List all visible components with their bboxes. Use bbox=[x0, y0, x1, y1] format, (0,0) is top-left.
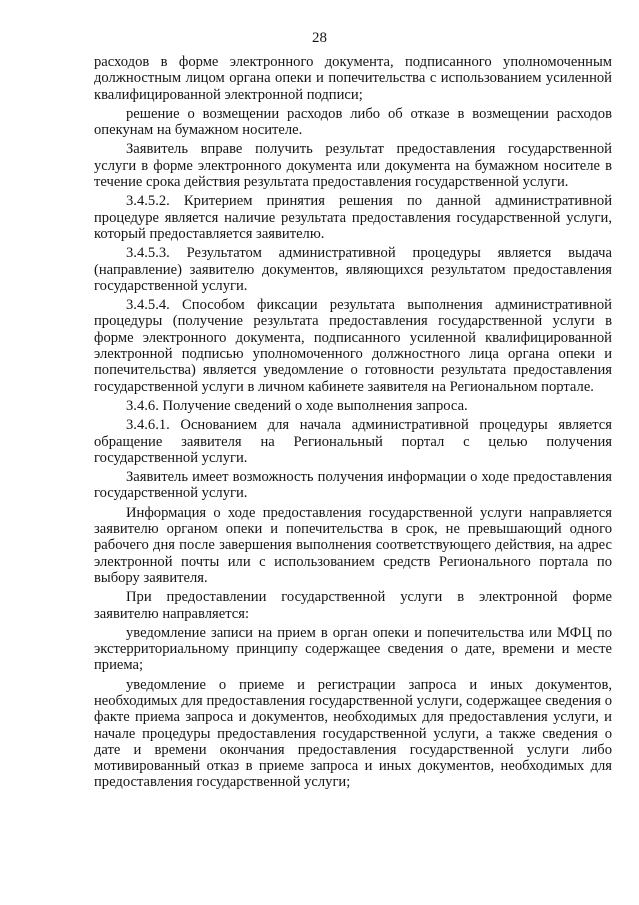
paragraph: 3.4.5.4. Способом фиксации результата выполнения административной процедуры (получение результата предоставления государственной услуги в форме электронного документа, подписанного усиленной квалифицированной электронной подписью уполномоченного должностного лица органа опеки и попечительства) является уведомление о готовности результата предоставления государственной услуги в личном кабинете заявителя на Региональном портале. bbox=[94, 297, 612, 395]
paragraph: 3.4.6.1. Основанием для начала административной процедуры является обращение заявителя на Региональный портал с целью получения государственной услуги. bbox=[94, 417, 612, 466]
paragraph: решение о возмещении расходов либо об отказе в возмещении расходов опекунам на бумажном носителе. bbox=[94, 105, 612, 139]
paragraph: уведомление записи на прием в орган опеки и попечительства или МФЦ по экстерриториальному принципу содержащее сведения о дате, времени и месте приема; bbox=[94, 624, 612, 674]
paragraph: 3.4.5.2. Критерием принятия решения по данной административной процедуре является наличие результата предоставления государственной услуги, который предоставляется заявителю. bbox=[94, 193, 612, 242]
paragraph: 3.4.6. Получение сведений о ходе выполнения запроса. bbox=[126, 397, 468, 414]
page-number: 28 bbox=[312, 30, 327, 46]
paragraph: Информация о ходе предоставления государственной услуги направляется заявителю органом опеки и попечительства в срок, не превышающий одного рабочего дня после завершения выполнения соответствующего действия, на адрес электронной почты или с использованием средств Регионального портала по выбору заявителя. bbox=[94, 504, 612, 586]
paragraph: При предоставлении государственной услуги в электронной форме заявителю направляется: bbox=[94, 589, 612, 622]
paragraph: уведомление о приеме и регистрации запроса и иных документов, необходимых для предоставления государственной услуги, содержащее сведения о факте приема запроса и документов, необходимых для предоставления услуги, и начале процедуры предоставления государственной услуги, а также сведения о дате и времени окончания предоставления государственной услуги либо мотивированный отказ в приеме запроса и иных документов, необходимых для предоставления государственной услуги; bbox=[94, 676, 612, 791]
document-body bbox=[94, 54, 612, 794]
paragraph: расходов в форме электронного документа, подписанного уполномоченным должностным лицом органа опеки и попечительства с использованием усиленной квалифицированной электронной подписи; bbox=[94, 54, 612, 103]
paragraph: 3.4.5.3. Результатом административной процедуры является выдача (направление) заявителю документов, являющихся результатом предоставления государственной услуги. bbox=[94, 245, 612, 294]
paragraph: Заявитель вправе получить результат предоставления государственной услуги в форме электронного документа или документа на бумажном носителе в течение срока действия результата предоставления государственной услуги. bbox=[94, 141, 612, 191]
paragraph: Заявитель имеет возможность получения информации о ходе предоставления государственной услуги. bbox=[94, 469, 612, 502]
